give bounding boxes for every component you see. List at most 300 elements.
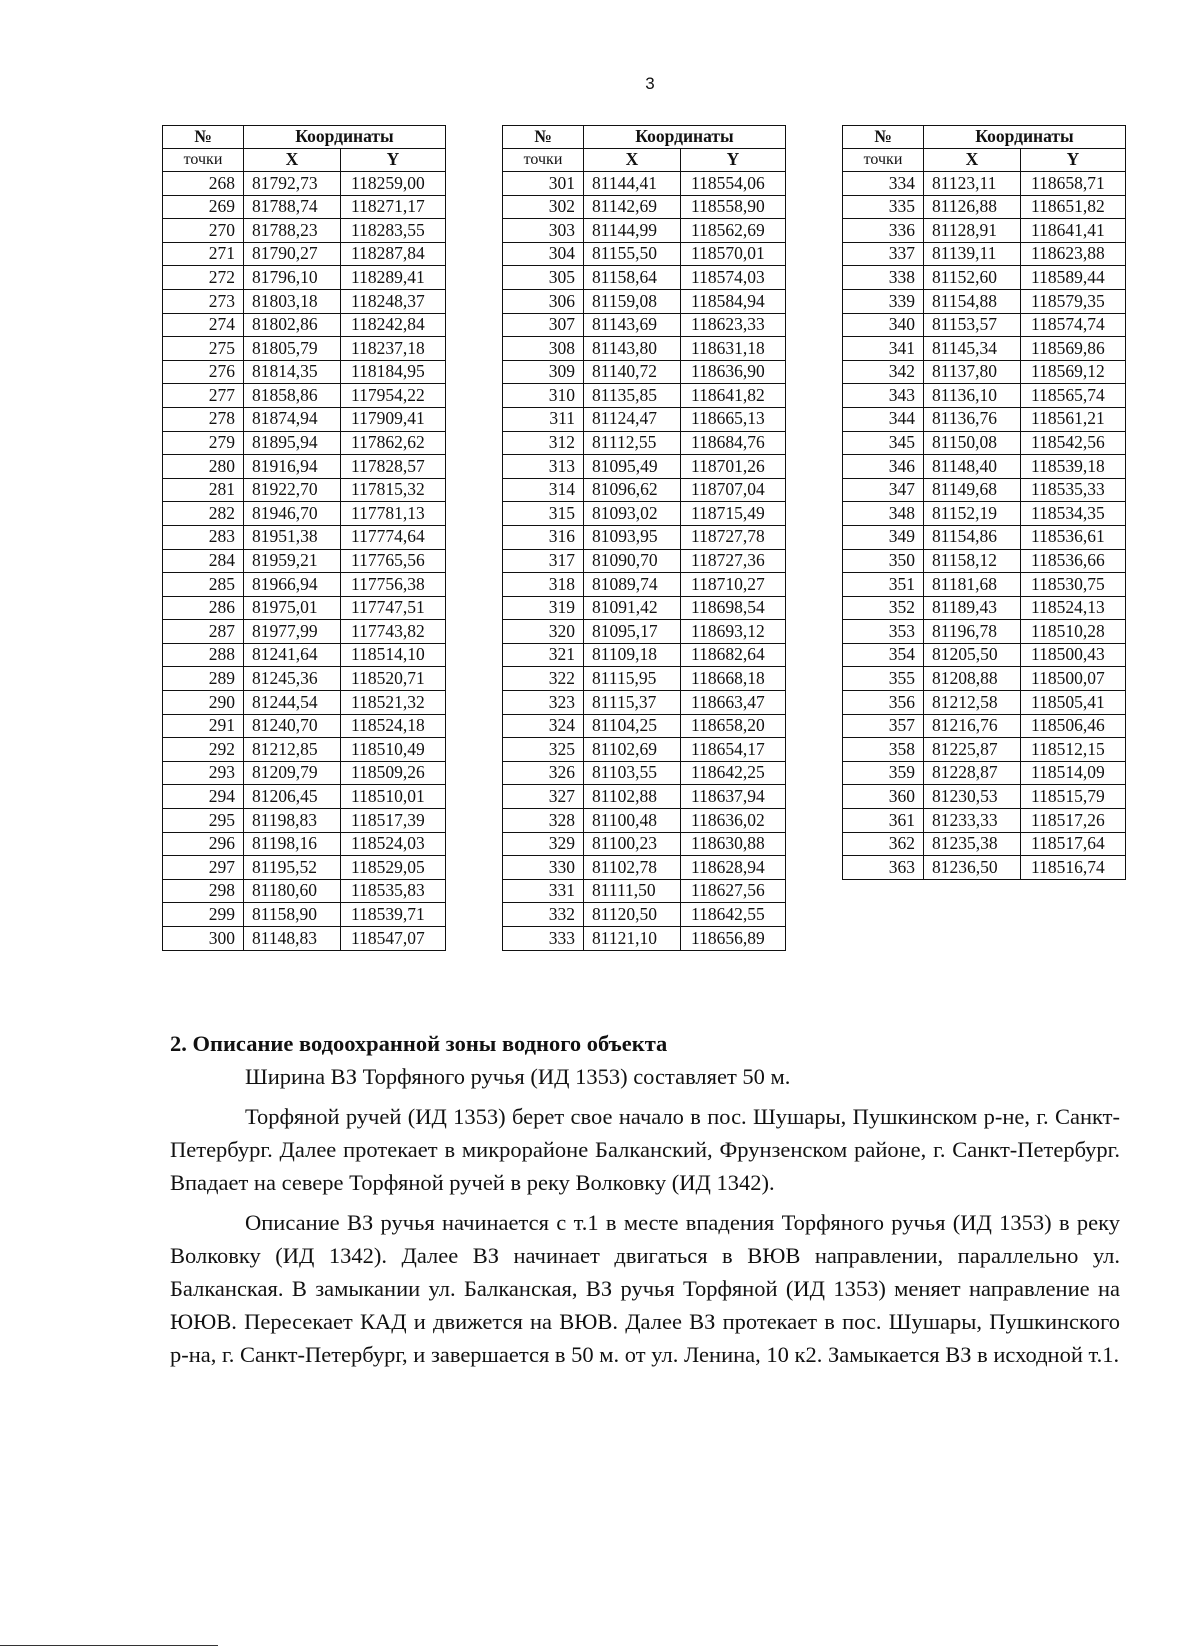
- table-row: [843, 242, 1126, 266]
- y-coordinate-cell: 118682,64: [681, 643, 786, 667]
- x-coordinate-cell: 81115,37: [584, 691, 681, 715]
- table-row: [503, 761, 786, 785]
- table-row: [503, 407, 786, 431]
- x-coordinate-cell: 81143,69: [584, 313, 681, 337]
- point-number-cell: 286: [163, 596, 244, 620]
- table-row: [843, 761, 1126, 785]
- point-number-cell: 316: [503, 525, 584, 549]
- y-coordinate-cell: 117743,82: [341, 620, 446, 644]
- point-number-cell: 359: [843, 761, 924, 785]
- x-coordinate-cell: 81102,69: [584, 738, 681, 762]
- table-row: [163, 172, 446, 196]
- y-coordinate-cell: 117909,41: [341, 407, 446, 431]
- x-coordinate-cell: 81208,88: [924, 667, 1021, 691]
- table-row: [843, 219, 1126, 243]
- table-row: [843, 337, 1126, 361]
- point-number-cell: 298: [163, 879, 244, 903]
- coordinates-table-3: [842, 125, 1126, 880]
- y-coordinate-cell: 118569,12: [1021, 360, 1126, 384]
- x-coordinate-cell: 81814,35: [244, 360, 341, 384]
- table-row: [163, 714, 446, 738]
- table-row: [163, 384, 446, 408]
- x-coordinate-cell: 81152,60: [924, 266, 1021, 290]
- x-coordinate-cell: 81212,85: [244, 738, 341, 762]
- coordinates-table-2: [502, 125, 786, 951]
- table-row: [163, 502, 446, 526]
- y-coordinate-cell: 118283,55: [341, 219, 446, 243]
- table-row: [843, 596, 1126, 620]
- table-row: [503, 360, 786, 384]
- x-coordinate-cell: 81225,87: [924, 738, 1021, 762]
- y-coordinate-cell: 118623,33: [681, 313, 786, 337]
- paragraph-width: Ширина ВЗ Торфяного ручья (ИД 1353) составляет 50 м.: [245, 1064, 791, 1089]
- table-row: [503, 219, 786, 243]
- table-row: [503, 455, 786, 479]
- x-coordinate-cell: 81216,76: [924, 714, 1021, 738]
- table-row: [843, 620, 1126, 644]
- point-number-cell: 280: [163, 455, 244, 479]
- table-row: [503, 242, 786, 266]
- y-coordinate-cell: 118514,10: [341, 643, 446, 667]
- y-coordinate-cell: 118589,44: [1021, 266, 1126, 290]
- x-coordinate-cell: 81195,52: [244, 856, 341, 880]
- header-y: Y: [1021, 149, 1126, 172]
- table-row: [503, 195, 786, 219]
- y-coordinate-cell: 118627,56: [681, 879, 786, 903]
- x-coordinate-cell: 81136,10: [924, 384, 1021, 408]
- x-coordinate-cell: 81796,10: [244, 266, 341, 290]
- section-heading: 2. Описание водоохранной зоны водного объекта: [170, 1031, 668, 1056]
- table-row: [163, 266, 446, 290]
- x-coordinate-cell: 81104,25: [584, 714, 681, 738]
- table-row: [163, 573, 446, 597]
- x-coordinate-cell: 81136,76: [924, 407, 1021, 431]
- point-number-cell: 345: [843, 431, 924, 455]
- y-coordinate-cell: 118524,03: [341, 832, 446, 856]
- point-number-cell: 353: [843, 620, 924, 644]
- y-coordinate-cell: 118509,26: [341, 761, 446, 785]
- point-number-cell: 290: [163, 691, 244, 715]
- point-number-cell: 268: [163, 172, 244, 196]
- point-number-cell: 324: [503, 714, 584, 738]
- point-number-cell: 331: [503, 879, 584, 903]
- table-row: [503, 643, 786, 667]
- y-coordinate-cell: 118693,12: [681, 620, 786, 644]
- table-row: [163, 903, 446, 927]
- y-coordinate-cell: 118658,71: [1021, 172, 1126, 196]
- table-row: [843, 714, 1126, 738]
- y-coordinate-cell: 118506,46: [1021, 714, 1126, 738]
- x-coordinate-cell: 81196,78: [924, 620, 1021, 644]
- point-number-cell: 319: [503, 596, 584, 620]
- point-number-cell: 294: [163, 785, 244, 809]
- y-coordinate-cell: 118636,02: [681, 809, 786, 833]
- y-coordinate-cell: 118237,18: [341, 337, 446, 361]
- x-coordinate-cell: 81093,02: [584, 502, 681, 526]
- x-coordinate-cell: 81120,50: [584, 903, 681, 927]
- y-coordinate-cell: 118623,88: [1021, 242, 1126, 266]
- y-coordinate-cell: 118663,47: [681, 691, 786, 715]
- y-coordinate-cell: 117765,56: [341, 549, 446, 573]
- x-coordinate-cell: 81959,21: [244, 549, 341, 573]
- table-row: [843, 738, 1126, 762]
- x-coordinate-cell: 81154,88: [924, 289, 1021, 313]
- y-coordinate-cell: 118658,20: [681, 714, 786, 738]
- x-coordinate-cell: 81154,86: [924, 525, 1021, 549]
- y-coordinate-cell: 118535,83: [341, 879, 446, 903]
- table-row: [163, 525, 446, 549]
- x-coordinate-cell: 81792,73: [244, 172, 341, 196]
- point-number-cell: 282: [163, 502, 244, 526]
- x-coordinate-cell: 81140,72: [584, 360, 681, 384]
- header-y: Y: [681, 149, 786, 172]
- point-number-cell: 336: [843, 219, 924, 243]
- x-coordinate-cell: 81144,99: [584, 219, 681, 243]
- y-coordinate-cell: 118584,94: [681, 289, 786, 313]
- point-number-cell: 277: [163, 384, 244, 408]
- point-number-cell: 284: [163, 549, 244, 573]
- table-row: [843, 384, 1126, 408]
- point-number-cell: 356: [843, 691, 924, 715]
- table-row: [843, 195, 1126, 219]
- point-number-cell: 346: [843, 455, 924, 479]
- point-number-cell: 313: [503, 455, 584, 479]
- x-coordinate-cell: 81149,68: [924, 478, 1021, 502]
- x-coordinate-cell: 81180,60: [244, 879, 341, 903]
- table-row: [503, 714, 786, 738]
- x-coordinate-cell: 81228,87: [924, 761, 1021, 785]
- x-coordinate-cell: 81152,19: [924, 502, 1021, 526]
- x-coordinate-cell: 81951,38: [244, 525, 341, 549]
- y-coordinate-cell: 118637,94: [681, 785, 786, 809]
- x-coordinate-cell: 81144,41: [584, 172, 681, 196]
- x-coordinate-cell: 81233,33: [924, 809, 1021, 833]
- y-coordinate-cell: 118727,36: [681, 549, 786, 573]
- x-coordinate-cell: 81155,50: [584, 242, 681, 266]
- table-row: [163, 879, 446, 903]
- x-coordinate-cell: 81090,70: [584, 549, 681, 573]
- point-number-cell: 323: [503, 691, 584, 715]
- table-row: [503, 809, 786, 833]
- x-coordinate-cell: 81240,70: [244, 714, 341, 738]
- y-coordinate-cell: 118271,17: [341, 195, 446, 219]
- table-row: [163, 691, 446, 715]
- y-coordinate-cell: 118651,82: [1021, 195, 1126, 219]
- y-coordinate-cell: 118530,75: [1021, 573, 1126, 597]
- point-number-cell: 287: [163, 620, 244, 644]
- point-number-cell: 309: [503, 360, 584, 384]
- y-coordinate-cell: 118665,13: [681, 407, 786, 431]
- point-number-cell: 279: [163, 431, 244, 455]
- point-number-cell: 339: [843, 289, 924, 313]
- y-coordinate-cell: 118641,41: [1021, 219, 1126, 243]
- x-coordinate-cell: 81091,42: [584, 596, 681, 620]
- y-coordinate-cell: 118524,18: [341, 714, 446, 738]
- table-row: [503, 927, 786, 951]
- table-row: [503, 289, 786, 313]
- x-coordinate-cell: 81874,94: [244, 407, 341, 431]
- x-coordinate-cell: 81975,01: [244, 596, 341, 620]
- x-coordinate-cell: 81128,91: [924, 219, 1021, 243]
- x-coordinate-cell: 81111,50: [584, 879, 681, 903]
- x-coordinate-cell: 81100,23: [584, 832, 681, 856]
- table-row: [163, 360, 446, 384]
- point-number-cell: 295: [163, 809, 244, 833]
- table-row: [503, 478, 786, 502]
- x-coordinate-cell: 81137,80: [924, 360, 1021, 384]
- point-number-cell: 288: [163, 643, 244, 667]
- header-coordinates: Координаты: [244, 126, 446, 149]
- point-number-cell: 278: [163, 407, 244, 431]
- point-number-cell: 274: [163, 313, 244, 337]
- x-coordinate-cell: 81102,78: [584, 856, 681, 880]
- x-coordinate-cell: 81103,55: [584, 761, 681, 785]
- point-number-cell: 318: [503, 573, 584, 597]
- y-coordinate-cell: 118642,55: [681, 903, 786, 927]
- table-row: [843, 478, 1126, 502]
- x-coordinate-cell: 81159,08: [584, 289, 681, 313]
- point-number-cell: 326: [503, 761, 584, 785]
- x-coordinate-cell: 81244,54: [244, 691, 341, 715]
- y-coordinate-cell: 118248,37: [341, 289, 446, 313]
- x-coordinate-cell: 81805,79: [244, 337, 341, 361]
- y-coordinate-cell: 118668,18: [681, 667, 786, 691]
- point-number-cell: 330: [503, 856, 584, 880]
- header-point-number: №: [503, 126, 584, 149]
- table-row: [163, 643, 446, 667]
- y-coordinate-cell: 118500,43: [1021, 643, 1126, 667]
- x-coordinate-cell: 81158,12: [924, 549, 1021, 573]
- point-number-cell: 304: [503, 242, 584, 266]
- point-number-cell: 312: [503, 431, 584, 455]
- x-coordinate-cell: 81206,45: [244, 785, 341, 809]
- point-number-cell: 333: [503, 927, 584, 951]
- x-coordinate-cell: 81802,86: [244, 313, 341, 337]
- y-coordinate-cell: 117828,57: [341, 455, 446, 479]
- table-row: [503, 384, 786, 408]
- x-coordinate-cell: 81977,99: [244, 620, 341, 644]
- y-coordinate-cell: 118536,66: [1021, 549, 1126, 573]
- x-coordinate-cell: 81145,34: [924, 337, 1021, 361]
- x-coordinate-cell: 81123,11: [924, 172, 1021, 196]
- table-row: [163, 337, 446, 361]
- x-coordinate-cell: 81922,70: [244, 478, 341, 502]
- table-row: [503, 573, 786, 597]
- table-row: [163, 219, 446, 243]
- y-coordinate-cell: 117774,64: [341, 525, 446, 549]
- x-coordinate-cell: 81895,94: [244, 431, 341, 455]
- table-row: [843, 809, 1126, 833]
- x-coordinate-cell: 81089,74: [584, 573, 681, 597]
- x-coordinate-cell: 81858,86: [244, 384, 341, 408]
- point-number-cell: 307: [503, 313, 584, 337]
- point-number-cell: 352: [843, 596, 924, 620]
- table-row: [843, 643, 1126, 667]
- table-row: [503, 691, 786, 715]
- y-coordinate-cell: 118727,78: [681, 525, 786, 549]
- table-row: [163, 478, 446, 502]
- water-protection-zone-section: [170, 1028, 1120, 1371]
- point-number-cell: 327: [503, 785, 584, 809]
- x-coordinate-cell: 81109,18: [584, 643, 681, 667]
- y-coordinate-cell: 118636,90: [681, 360, 786, 384]
- point-number-cell: 358: [843, 738, 924, 762]
- table-row: [503, 313, 786, 337]
- table-row: [163, 809, 446, 833]
- y-coordinate-cell: 118539,71: [341, 903, 446, 927]
- header-point-label: точки: [843, 149, 924, 172]
- y-coordinate-cell: 118642,25: [681, 761, 786, 785]
- x-coordinate-cell: 81102,88: [584, 785, 681, 809]
- table-row: [843, 667, 1126, 691]
- x-coordinate-cell: 81245,36: [244, 667, 341, 691]
- point-number-cell: 292: [163, 738, 244, 762]
- y-coordinate-cell: 118184,95: [341, 360, 446, 384]
- point-number-cell: 275: [163, 337, 244, 361]
- y-coordinate-cell: 118517,64: [1021, 832, 1126, 856]
- paragraph-stream-course: Торфяной ручей (ИД 1353) берет свое начало в пос. Шушары, Пушкинском р-не, г. Санкт-Петербург. Далее протекает в микрорайоне Балканский, Фрунзенском районе, г. Санкт-Петербург. Впадает на севере Торфяной ручей в реку Волковку (ИД 1342).: [170, 1104, 1120, 1195]
- x-coordinate-cell: 81124,47: [584, 407, 681, 431]
- point-number-cell: 343: [843, 384, 924, 408]
- point-number-cell: 355: [843, 667, 924, 691]
- y-coordinate-cell: 118561,21: [1021, 407, 1126, 431]
- header-y: Y: [341, 149, 446, 172]
- table-row: [163, 195, 446, 219]
- point-number-cell: 340: [843, 313, 924, 337]
- point-number-cell: 299: [163, 903, 244, 927]
- table-row: [503, 667, 786, 691]
- table-row: [163, 549, 446, 573]
- point-number-cell: 334: [843, 172, 924, 196]
- x-coordinate-cell: 81095,49: [584, 455, 681, 479]
- point-number-cell: 285: [163, 573, 244, 597]
- table-row: [163, 738, 446, 762]
- point-number-cell: 306: [503, 289, 584, 313]
- y-coordinate-cell: 117862,62: [341, 431, 446, 455]
- point-number-cell: 310: [503, 384, 584, 408]
- y-coordinate-cell: 118574,03: [681, 266, 786, 290]
- point-number-cell: 305: [503, 266, 584, 290]
- point-number-cell: 341: [843, 337, 924, 361]
- table-row: [843, 431, 1126, 455]
- y-coordinate-cell: 118500,07: [1021, 667, 1126, 691]
- y-coordinate-cell: 118641,82: [681, 384, 786, 408]
- point-number-cell: 272: [163, 266, 244, 290]
- y-coordinate-cell: 118654,17: [681, 738, 786, 762]
- y-coordinate-cell: 118510,49: [341, 738, 446, 762]
- table-row: [503, 502, 786, 526]
- point-number-cell: 283: [163, 525, 244, 549]
- point-number-cell: 289: [163, 667, 244, 691]
- x-coordinate-cell: 81181,68: [924, 573, 1021, 597]
- point-number-cell: 362: [843, 832, 924, 856]
- x-coordinate-cell: 81790,27: [244, 242, 341, 266]
- y-coordinate-cell: 118710,27: [681, 573, 786, 597]
- y-coordinate-cell: 118521,32: [341, 691, 446, 715]
- point-number-cell: 349: [843, 525, 924, 549]
- x-coordinate-cell: 81788,74: [244, 195, 341, 219]
- header-x: X: [244, 149, 341, 172]
- header-x: X: [924, 149, 1021, 172]
- y-coordinate-cell: 118515,79: [1021, 785, 1126, 809]
- x-coordinate-cell: 81153,57: [924, 313, 1021, 337]
- y-coordinate-cell: 118535,33: [1021, 478, 1126, 502]
- x-coordinate-cell: 81198,16: [244, 832, 341, 856]
- y-coordinate-cell: 118630,88: [681, 832, 786, 856]
- table-row: [163, 289, 446, 313]
- point-number-cell: 337: [843, 242, 924, 266]
- point-number-cell: 273: [163, 289, 244, 313]
- point-number-cell: 270: [163, 219, 244, 243]
- y-coordinate-cell: 118565,74: [1021, 384, 1126, 408]
- table-row: [503, 620, 786, 644]
- point-number-cell: 301: [503, 172, 584, 196]
- y-coordinate-cell: 118547,07: [341, 927, 446, 951]
- x-coordinate-cell: 81143,80: [584, 337, 681, 361]
- point-number-cell: 335: [843, 195, 924, 219]
- point-number-cell: 360: [843, 785, 924, 809]
- point-number-cell: 303: [503, 219, 584, 243]
- point-number-cell: 347: [843, 478, 924, 502]
- table-row: [163, 785, 446, 809]
- y-coordinate-cell: 118516,74: [1021, 856, 1126, 880]
- y-coordinate-cell: 118536,61: [1021, 525, 1126, 549]
- table-row: [843, 455, 1126, 479]
- table-row: [503, 266, 786, 290]
- table-row: [163, 431, 446, 455]
- point-number-cell: 293: [163, 761, 244, 785]
- table-row: [163, 313, 446, 337]
- header-coordinates: Координаты: [584, 126, 786, 149]
- point-number-cell: 322: [503, 667, 584, 691]
- x-coordinate-cell: 81209,79: [244, 761, 341, 785]
- x-coordinate-cell: 81148,40: [924, 455, 1021, 479]
- x-coordinate-cell: 81112,55: [584, 431, 681, 455]
- x-coordinate-cell: 81095,17: [584, 620, 681, 644]
- point-number-cell: 363: [843, 856, 924, 880]
- y-coordinate-cell: 118579,35: [1021, 289, 1126, 313]
- y-coordinate-cell: 118707,04: [681, 478, 786, 502]
- table-row: [503, 337, 786, 361]
- point-number-cell: 338: [843, 266, 924, 290]
- x-coordinate-cell: 81236,50: [924, 856, 1021, 880]
- table-row: [503, 856, 786, 880]
- table-row: [843, 502, 1126, 526]
- x-coordinate-cell: 81121,10: [584, 927, 681, 951]
- point-number-cell: 308: [503, 337, 584, 361]
- table-row: [163, 407, 446, 431]
- y-coordinate-cell: 118631,18: [681, 337, 786, 361]
- y-coordinate-cell: 118684,76: [681, 431, 786, 455]
- point-number-cell: 350: [843, 549, 924, 573]
- y-coordinate-cell: 118510,28: [1021, 620, 1126, 644]
- x-coordinate-cell: 81198,83: [244, 809, 341, 833]
- x-coordinate-cell: 81135,85: [584, 384, 681, 408]
- table-row: [843, 573, 1126, 597]
- y-coordinate-cell: 118512,15: [1021, 738, 1126, 762]
- y-coordinate-cell: 118242,84: [341, 313, 446, 337]
- point-number-cell: 314: [503, 478, 584, 502]
- y-coordinate-cell: 117815,32: [341, 478, 446, 502]
- y-coordinate-cell: 118574,74: [1021, 313, 1126, 337]
- x-coordinate-cell: 81803,18: [244, 289, 341, 313]
- point-number-cell: 329: [503, 832, 584, 856]
- y-coordinate-cell: 118287,84: [341, 242, 446, 266]
- y-coordinate-cell: 118701,26: [681, 455, 786, 479]
- table-row: [163, 927, 446, 951]
- y-coordinate-cell: 118517,26: [1021, 809, 1126, 833]
- page-number: 3: [645, 74, 655, 93]
